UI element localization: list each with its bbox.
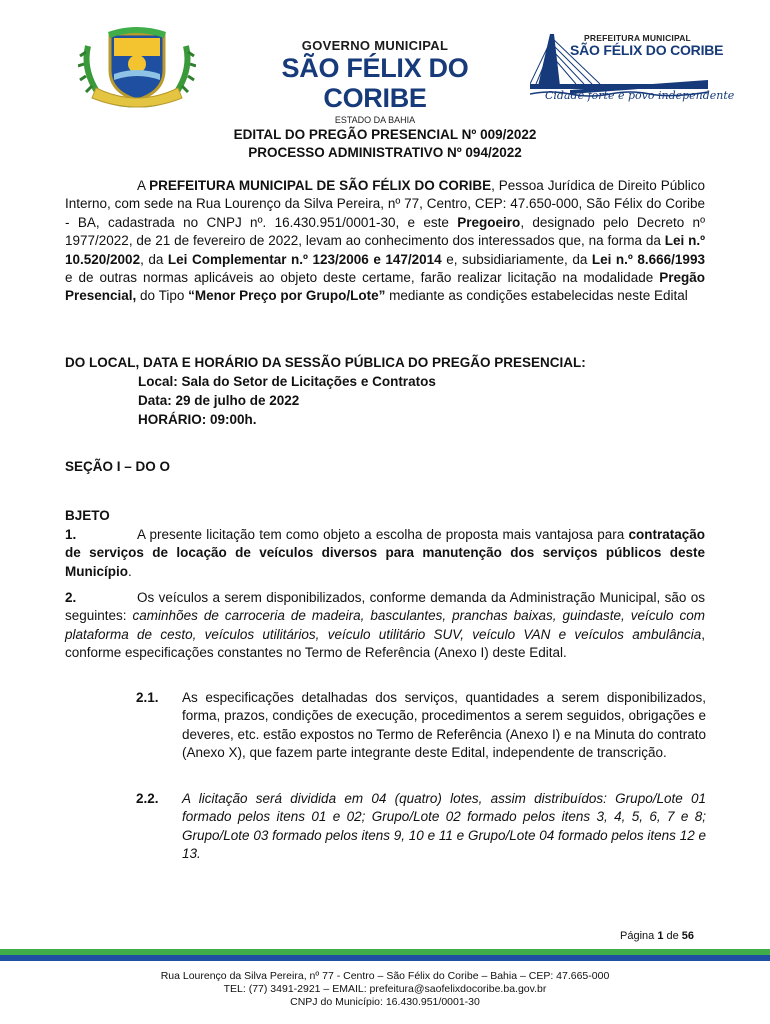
section-heading-continued: BJETO: [65, 508, 110, 523]
session-location: Local: Sala do Setor de Licitações e Contratos: [138, 374, 436, 389]
section-heading: SEÇÃO I – DO O: [65, 459, 171, 474]
intro-bold-law: Lei n.º 8.666/1993: [591, 251, 705, 267]
clause-number: 2.: [65, 590, 77, 605]
document-title: EDITAL DO PREGÃO PRESENCIAL Nº 009/2022: [233, 127, 537, 142]
municipality-name: SÃO FÉLIX DO CORIBE: [281, 53, 469, 113]
footer-address: Rua Lourenço da Silva Pereira, nº 77 - Centro – São Félix do Coribe – Bahia – CEP: 47.665-000: [160, 970, 610, 982]
intro-text: , Pessoa Jurídica de Direito Público Interno, com sede na Rua Lourenço da Silva Pereira, nº 77, Centro, CEP: 47.650-000, São Félix do Coribe - BA, cadastrada no CNPJ nº. 16.430.951/0001-30, e este: [65, 178, 705, 230]
government-header: [240, 38, 510, 125]
intro-text: e de outras normas aplicáveis ao objeto deste certame, farão realizar licitação na modalidade: [65, 270, 660, 286]
clause-text: , conforme especificações constantes no Termo de Referência (Anexo I) deste Edital.: [65, 626, 705, 661]
intro-text: do Tipo: [136, 288, 189, 304]
intro-text: A: [137, 178, 150, 193]
process-title: PROCESSO ADMINISTRATIVO Nº 094/2022: [248, 145, 522, 160]
intro-bold-entity: PREFEITURA MUNICIPAL DE SÃO FÉLIX DO CORIBE: [149, 178, 492, 193]
state-label: ESTADO DA BAHIA: [334, 115, 416, 125]
intro-bold-type: “Menor Preço por Grupo/Lote”: [188, 288, 386, 304]
session-time: HORÁRIO: 09:00h.: [138, 412, 257, 427]
clause-italic-vehicles: caminhões de carroceria de madeira, basculantes, pranchas baixas, guindaste, veículo com plataforma de cesto, veículos utilitários, veículo utilitário SUV, veículo VAN e veículos ambulância: [65, 608, 705, 642]
clause-text: Os veículos a serem disponibilizados, conforme demanda da Administração Municipal, são os seguintes:: [65, 590, 705, 624]
clause-text: A licitação será dividida em 04 (quatro) lotes, assim distribuídos: Grupo/Lote 01 formado pelos itens 01 e 02; Grupo/Lote 02 formado pelos itens 3, 4, 5, 6, 7 e 8; Grupo/Lote 03 formado pelos itens 9, 10 e 11 e Grupo/Lote 04 formado pelos itens 12 e 13.: [182, 791, 706, 862]
prefecture-label: PREFEITURA MUNICIPAL: [584, 33, 691, 43]
footer-divider-blue: [0, 955, 770, 961]
page-number: [620, 930, 694, 942]
intro-bold-law: Lei Complementar n.º 123/2006 e 147/2014: [167, 251, 442, 267]
intro-bold-modality: Pregão Presencial,: [65, 270, 705, 304]
intro-paragraph: [65, 177, 705, 306]
clause-1: [65, 526, 705, 581]
footer-contact: TEL: (77) 3491-2921 – EMAIL: prefeitura@saofelixdocoribe.ba.gov.br: [223, 983, 547, 995]
page-current: 1: [657, 930, 664, 942]
clause-number: 1.: [65, 527, 77, 542]
intro-bold-pregoeiro: Pregoeiro: [457, 214, 521, 230]
page-label: Página: [620, 930, 658, 942]
intro-text: , da: [140, 251, 168, 267]
clause-text: As especificações detalhadas dos serviços, quantidades a serem disponibilizados, forma, prazos, condições de execução, procedimentos a serem seguidos, obrigações e deveres, etc. estão expostos no Termo de Referência (Anexo I) e na Minuta do contrato (Anexo X), que fazem parte integrante deste Edital, independente de transcrição.: [182, 690, 706, 761]
intro-bold-law: Lei n.º 10.520/2002: [65, 233, 705, 267]
footer-cnpj: CNPJ do Município: 16.430.951/0001-30: [290, 996, 480, 1008]
page-total: 56: [681, 930, 695, 942]
session-date: Data: 29 de julho de 2022: [138, 393, 300, 408]
intro-text: mediante as condições estabelecidas neste Edital: [385, 288, 688, 304]
intro-text: , designado pelo Decreto nº 1977/2022, de 21 de fevereiro de 2022, levam ao conhecimento dos interessados que, na forma da: [65, 214, 705, 249]
clause-2: [65, 589, 705, 663]
clause-text: A presente licitação tem como objeto a escolha de proposta mais vantajosa para: [137, 527, 629, 542]
footer: [0, 970, 770, 1009]
municipal-crest-logo: [78, 26, 196, 108]
page-label: de: [663, 930, 682, 942]
clause-text: .: [128, 563, 132, 579]
clause-2-1: [136, 689, 706, 763]
clause-number: 2.2.: [136, 791, 159, 806]
prefecture-slogan: Cidade forte e povo independente: [545, 89, 735, 102]
clause-2-2: [136, 790, 706, 864]
clause-bold-object: contratação de serviços de locação de veículos diversos para manutenção dos serviços públicos deste Município: [65, 527, 705, 579]
session-heading: DO LOCAL, DATA E HORÁRIO DA SESSÃO PÚBLICA DO PREGÃO PRESENCIAL:: [65, 355, 586, 370]
clause-number: 2.1.: [136, 690, 159, 705]
prefecture-municipality-name: SÃO FÉLIX DO CORIBE: [570, 42, 724, 58]
government-label: GOVERNO MUNICIPAL: [301, 38, 449, 53]
intro-text: e, subsidiariamente, da: [441, 251, 592, 267]
